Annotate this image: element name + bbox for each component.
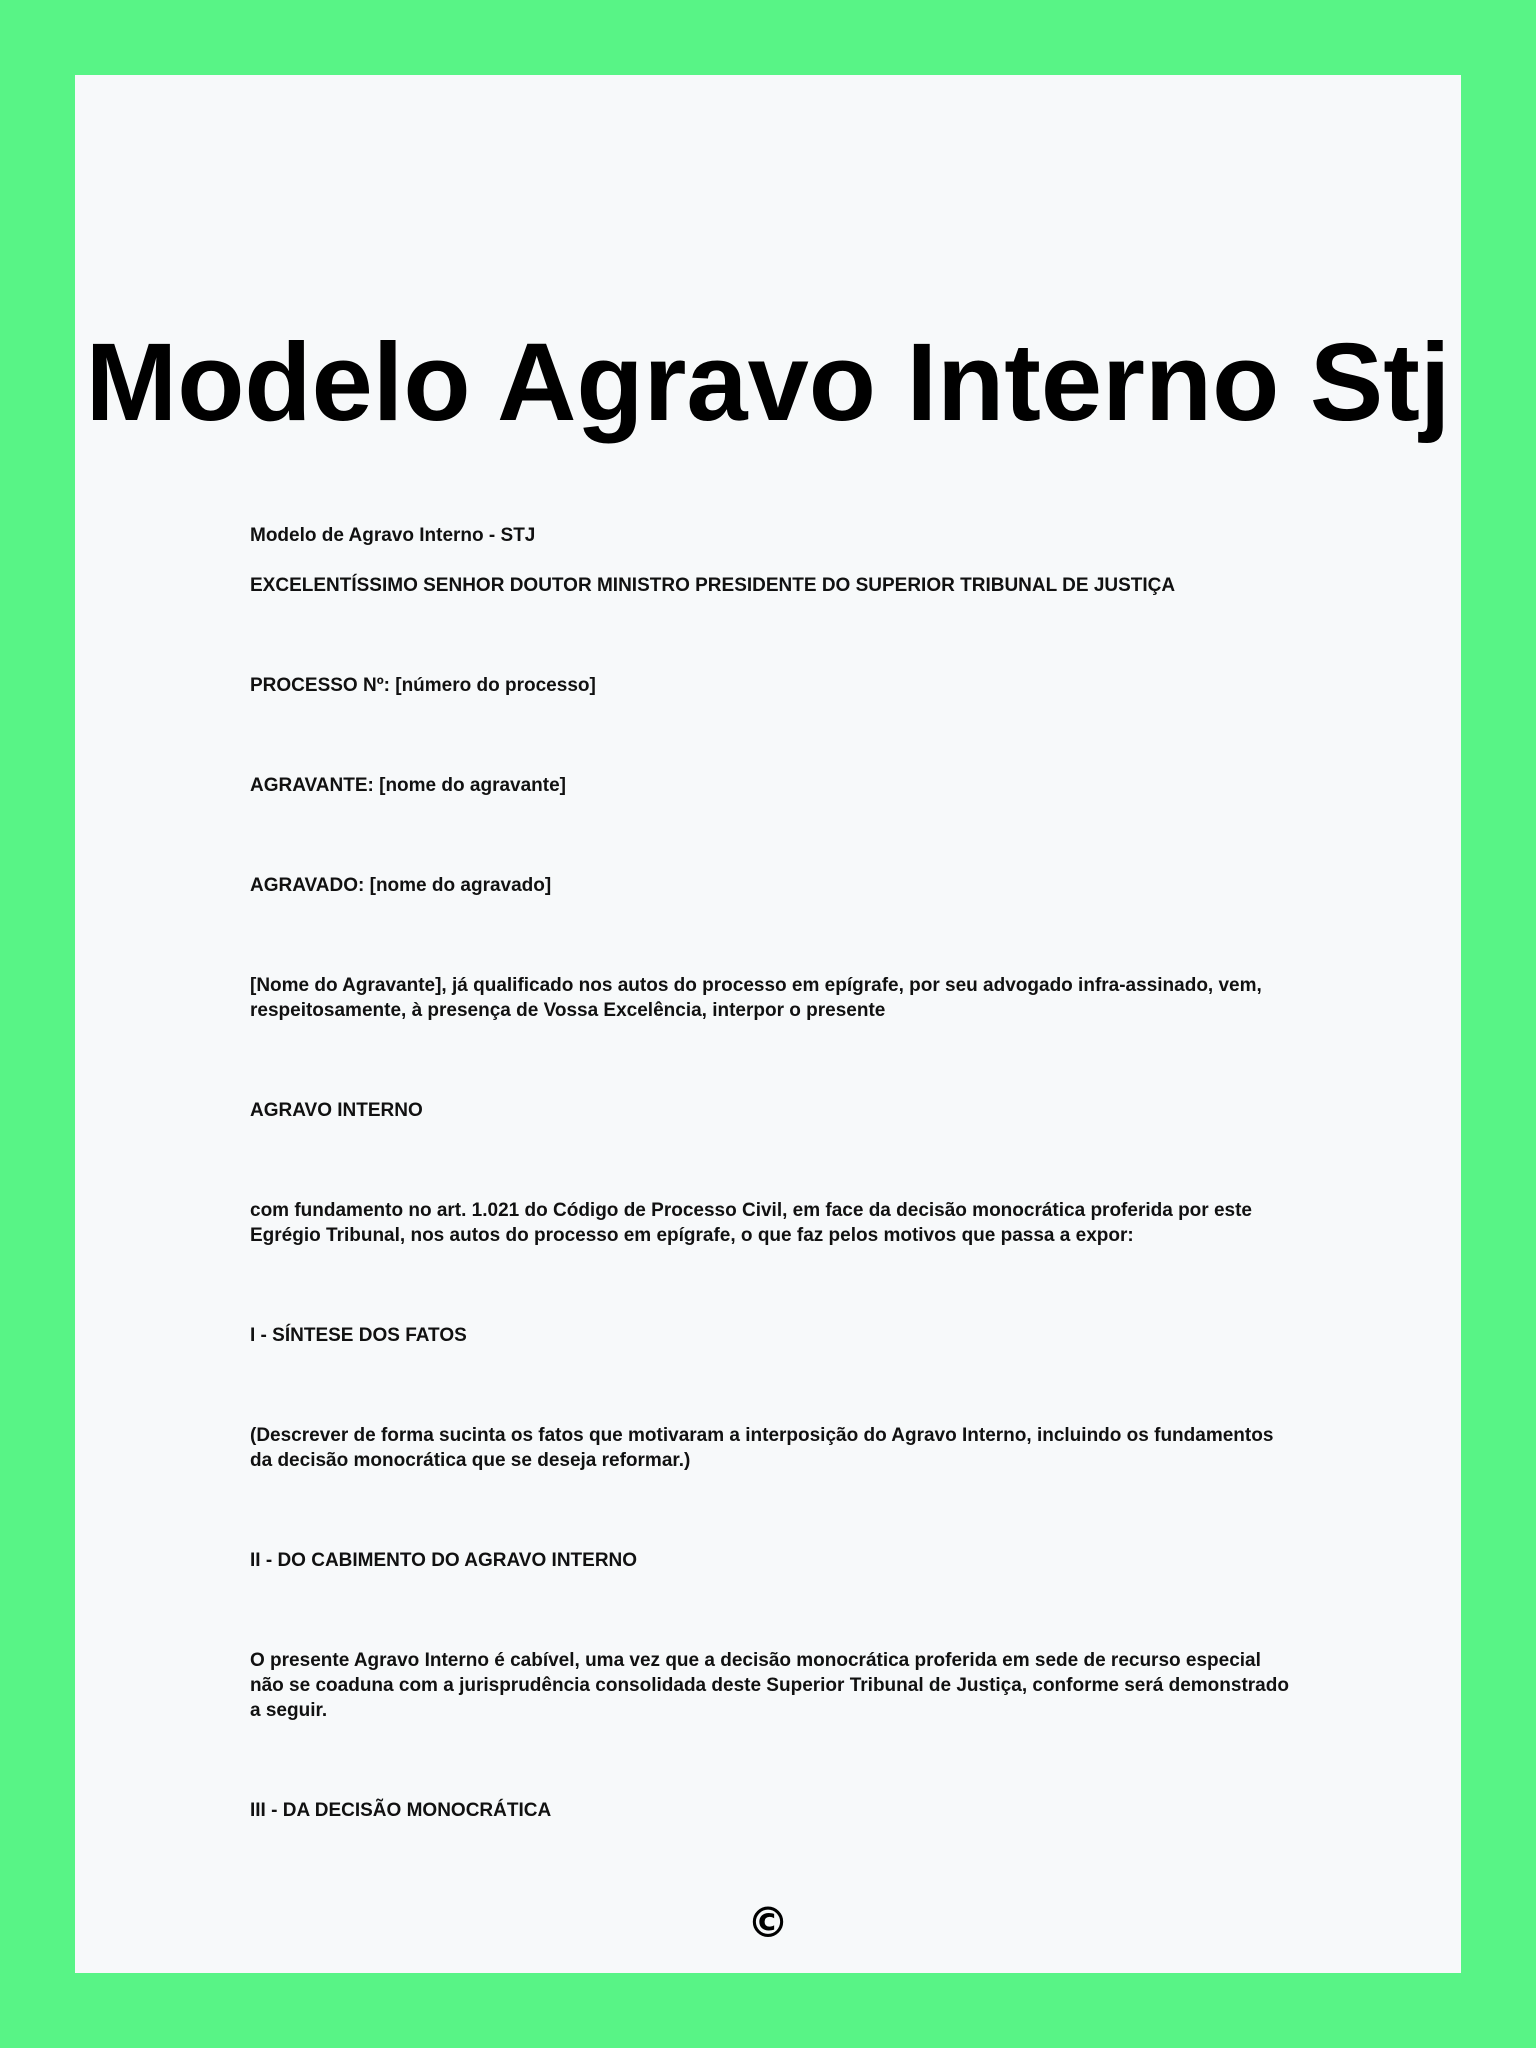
appeal-heading: AGRAVO INTERNO (250, 1100, 423, 1121)
intro-paragraph: [Nome do Agravante], já qualificado nos autos do processo em epígrafe, por seu advogado infra-assinado, vem, respeitosamente, à presença de Vossa Excelência, interpor o presente (250, 975, 1262, 1021)
appellant: AGRAVANTE: [nome do agravante] (250, 775, 566, 796)
document-page (75, 75, 1461, 1973)
addressee: EXCELENTÍSSIMO SENHOR DOUTOR MINISTRO PRESIDENTE DO SUPERIOR TRIBUNAL DE JUSTIÇA (250, 575, 1176, 596)
document-body (250, 523, 1295, 1823)
section-heading-3: III - DA DECISÃO MONOCRÁTICA (250, 1800, 552, 1821)
process-number: PROCESSO Nº: [número do processo] (250, 675, 596, 696)
document-title: Modelo Agravo Interno Stj (85, 321, 1451, 444)
section-heading-1: I - SÍNTESE DOS FATOS (250, 1325, 467, 1346)
facts-paragraph: (Descrever de forma sucinta os fatos que motivaram a interposição do Agravo Interno, incluindo os fundamentos da decisão monocrática que se deseja reformar.) (250, 1425, 1274, 1471)
section-heading-2: II - DO CABIMENTO DO AGRAVO INTERNO (250, 1550, 638, 1571)
appellee: AGRAVADO: [nome do agravado] (250, 875, 552, 896)
copyright-icon: © (747, 1898, 789, 1947)
heading-model: Modelo de Agravo Interno - STJ (250, 525, 536, 546)
admissibility-paragraph: O presente Agravo Interno é cabível, uma vez que a decisão monocrática proferida em sede de recurso especial não se coaduna com a jurisprudência consolidada deste Superior Tribunal de Justiça, conforme será demonstrado a seguir. (250, 1650, 1289, 1721)
legal-basis-paragraph: com fundamento no art. 1.021 do Código de Processo Civil, em face da decisão monocrática proferida por este Egrégio Tribunal, nos autos do processo em epígrafe, o que faz pelos motivos que passa a expor: (250, 1200, 1252, 1246)
